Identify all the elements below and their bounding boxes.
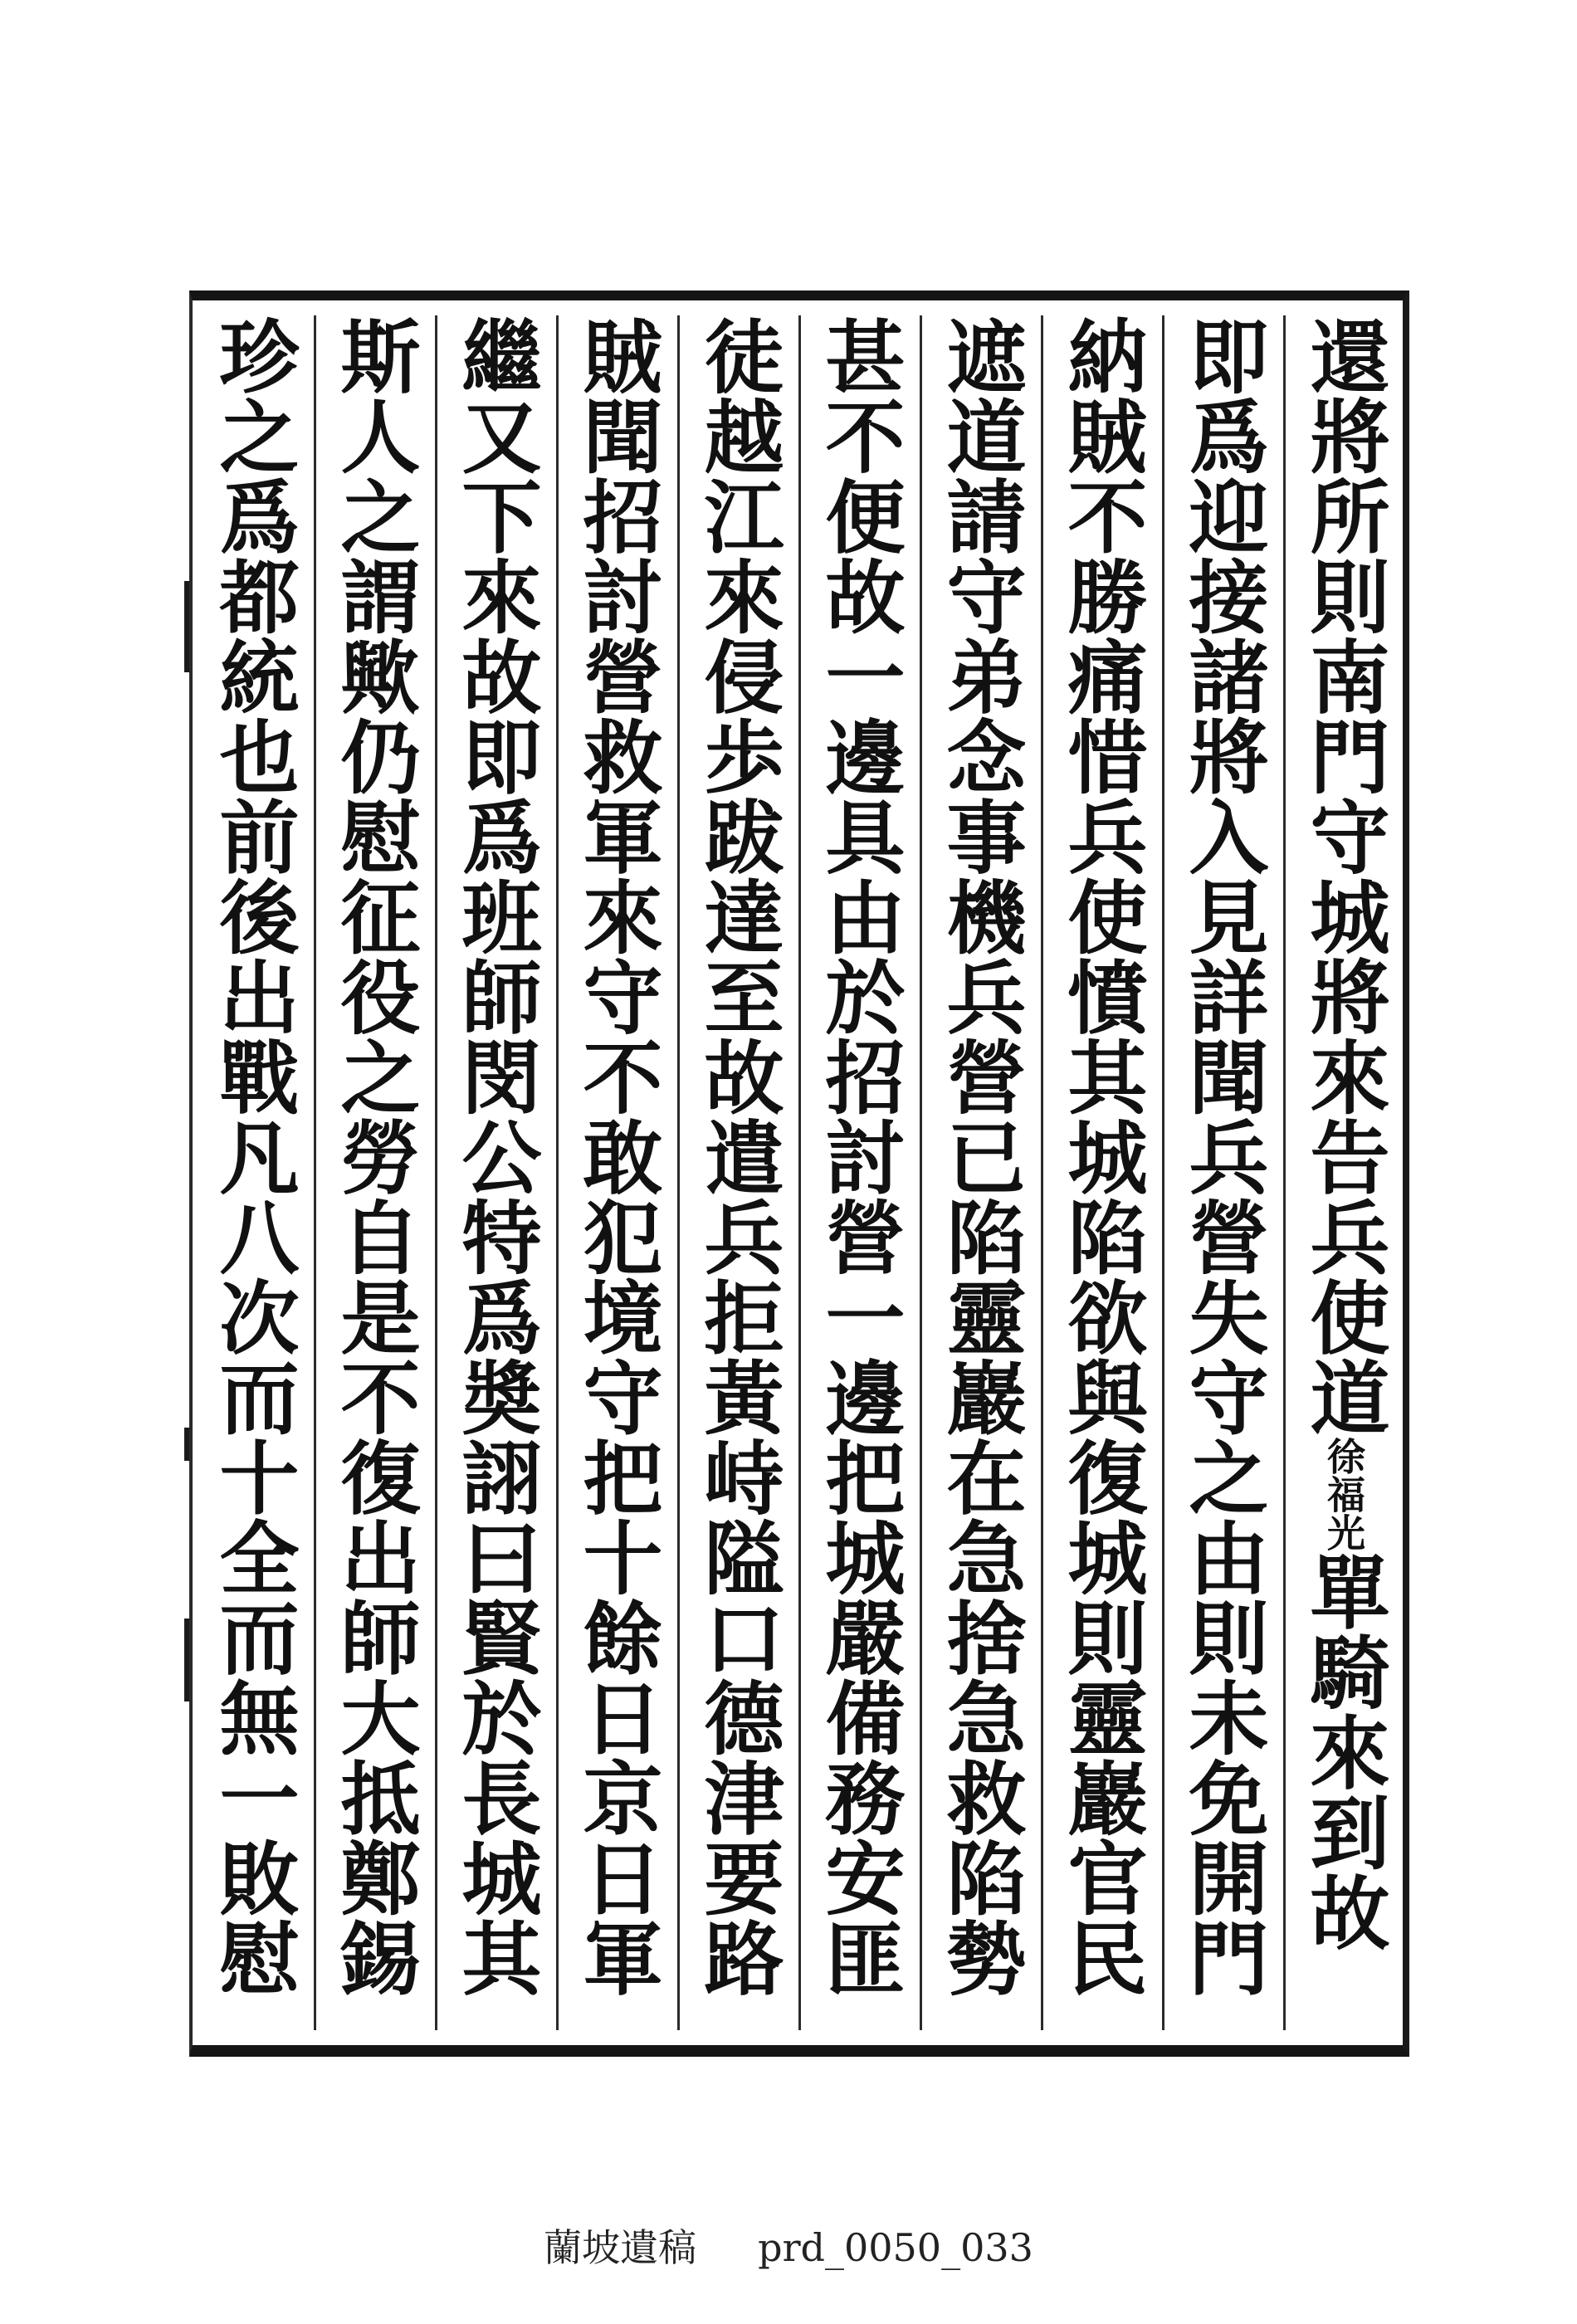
column-text: 即爲迎接諸將入見詳聞兵營失守之由則未免開門 (1176, 315, 1270, 1998)
book-title: 蘭坡遺稿 (544, 2225, 697, 2270)
text-column-6 (677, 315, 798, 2030)
column-text: 賊聞招討營救軍來守不敢犯境守把十餘日京日軍 (570, 315, 664, 1998)
text-column-2 (1162, 315, 1283, 2030)
column-tail-text: 單騎來到故 (1297, 1551, 1391, 1952)
text-frame (189, 290, 1409, 2057)
text-column-10 (193, 315, 314, 2030)
text-column-3 (1041, 315, 1162, 2030)
text-columns (193, 300, 1403, 2045)
page-identifier: prd_0050_033 (758, 2225, 1033, 2270)
column-text (1286, 315, 1404, 2030)
text-column-8 (435, 315, 556, 2030)
column-text: 甚不便故一邊具由於招討營一邊把城嚴備務安匪 (813, 315, 906, 1998)
column-text: 珍之爲都統也前後出戰凡八次而十全而無一敗慰 (207, 315, 300, 1998)
column-text: 遮道請守弟念事機兵營已陷靈巖在急捨急救陷勢 (934, 315, 1028, 1998)
text-column-7 (556, 315, 677, 2030)
text-column-5 (798, 315, 920, 2030)
column-text: 徒越江來侵歩跋達至故遣兵拒黃峙隘口德津要路 (691, 315, 785, 1998)
page-footer (0, 2218, 1577, 2273)
text-column-9 (314, 315, 435, 2030)
column-text: 納賊不勝痛惜兵使憤其城陷欲與復城則靈巖官民 (1055, 315, 1149, 1998)
text-column-4 (920, 315, 1041, 2030)
column-main-text: 還將所則南門守城將來告兵使道 (1297, 315, 1391, 1437)
text-column-1 (1283, 315, 1404, 2030)
column-text: 斯人之謂歟仍慰征役之勞自是不復出師大抵鄭錫 (328, 315, 422, 1998)
inline-annotation: 徐福光 (1321, 1437, 1366, 1551)
column-text: 繼又下來故即爲班師閔公特爲奬詡曰賢於長城其 (449, 315, 543, 1998)
